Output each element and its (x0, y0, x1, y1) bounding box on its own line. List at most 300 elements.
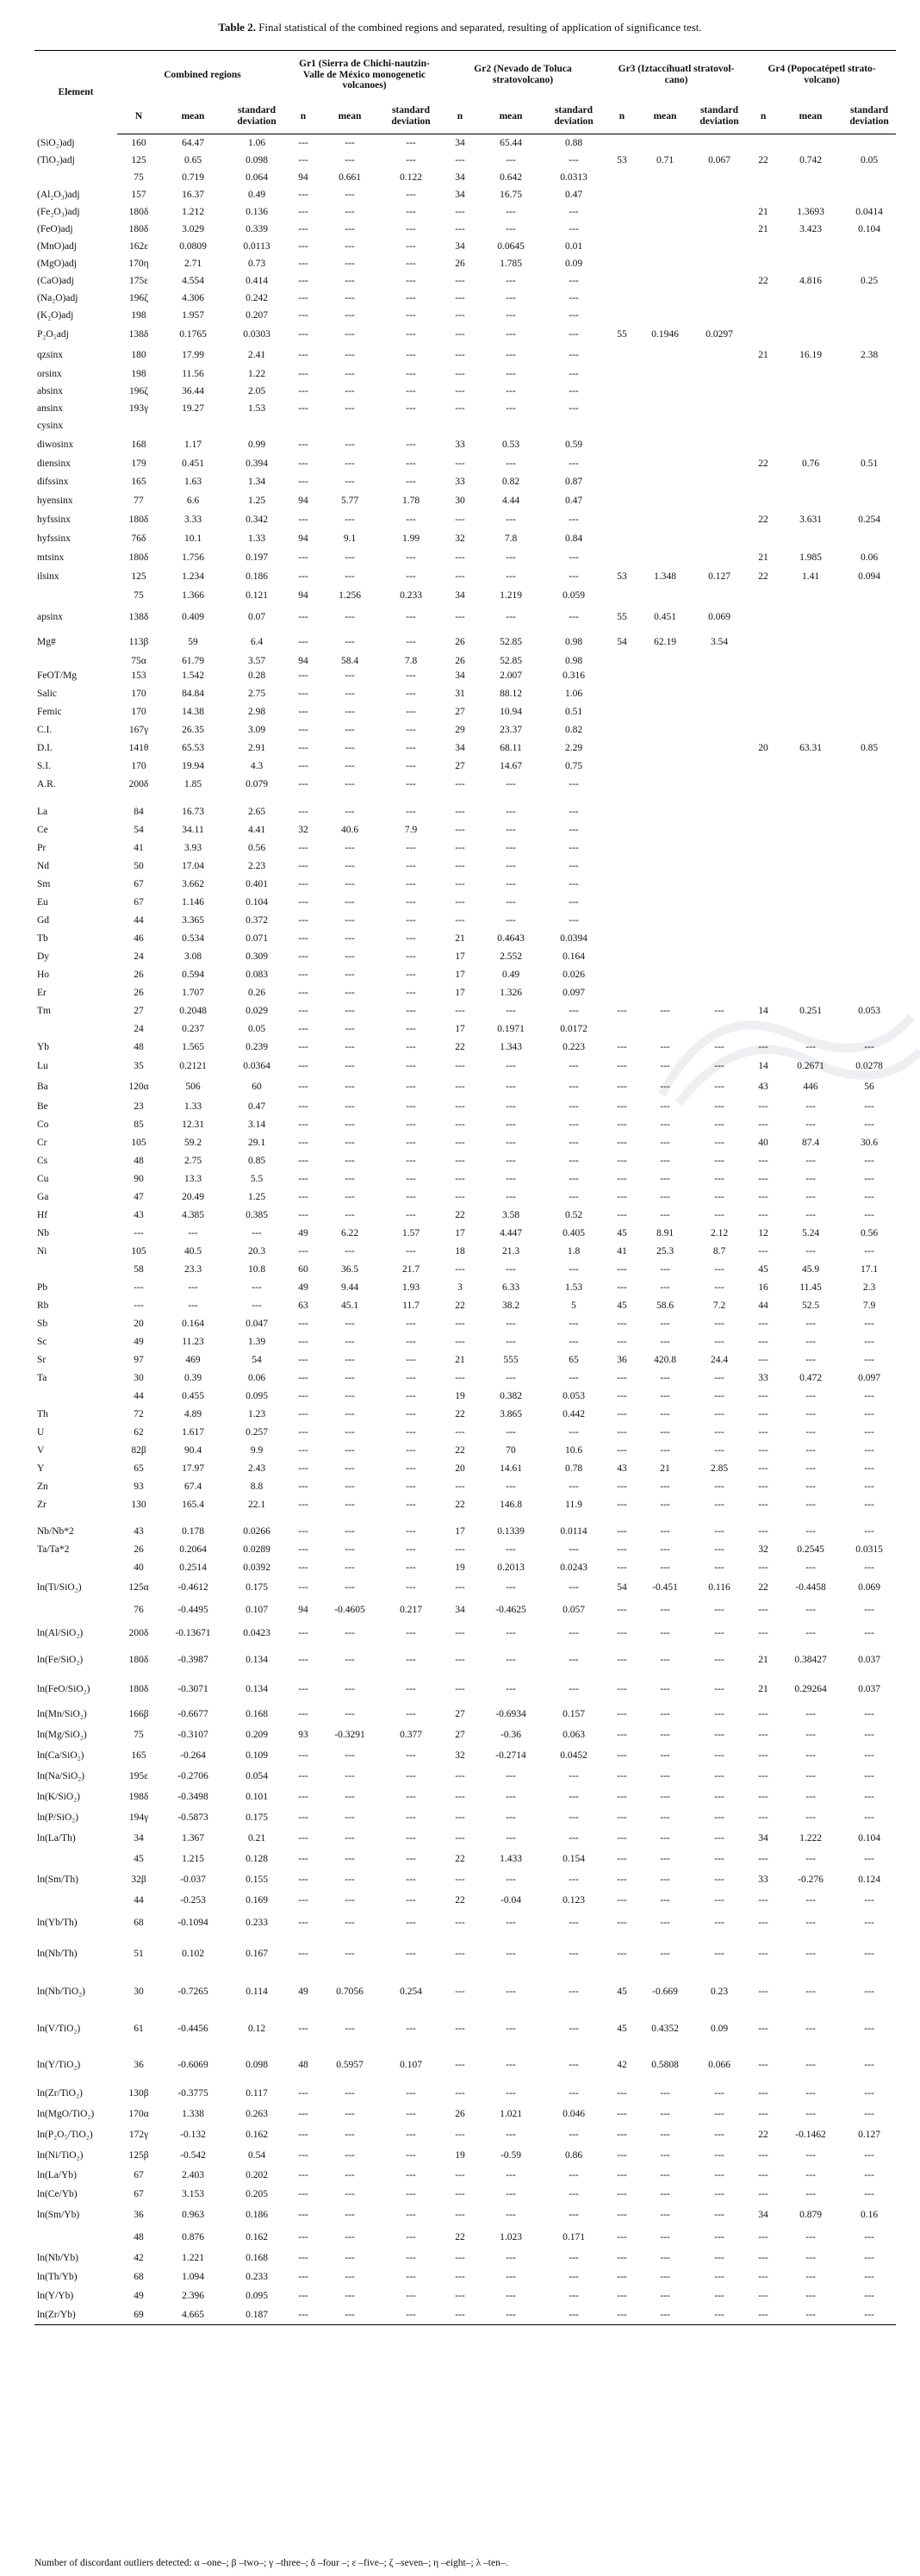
table-cell: --- (298, 878, 308, 889)
table-cell (288, 418, 319, 435)
table-cell (842, 366, 896, 384)
table-cell: 27 (455, 1730, 465, 1741)
table-cell: --- (864, 1119, 874, 1130)
table-cell: 20.49 (182, 1191, 204, 1202)
table-row (34, 1523, 896, 1541)
table-cell: 1.256 (339, 590, 361, 602)
table-cell (779, 308, 842, 325)
table-cell: 0.122 (400, 172, 422, 184)
table-cell: --- (345, 2210, 355, 2221)
table-cell: --- (506, 403, 516, 415)
table-cell: 1.326 (500, 987, 522, 998)
table-cell: --- (617, 1730, 627, 1741)
row-label: Mg# (37, 637, 56, 648)
table-cell: 0.083 (246, 969, 268, 980)
table-row (34, 366, 896, 384)
table-cell: --- (714, 1101, 724, 1112)
table-cell: -0.1462 (795, 2130, 826, 2141)
table-cell: 4.554 (182, 276, 204, 287)
table-cell: --- (569, 1005, 579, 1016)
table-row (34, 721, 896, 739)
table-cell: --- (617, 2189, 627, 2200)
table-cell: 16.75 (500, 190, 522, 201)
table-cell: --- (345, 458, 355, 470)
table-cell: 175ε (128, 276, 149, 287)
table-cell: 0.53 (501, 440, 520, 451)
table-cell: 1.785 (500, 259, 522, 270)
table-cell: --- (406, 241, 416, 253)
table-row (34, 2287, 896, 2306)
table-cell: --- (714, 2170, 724, 2181)
table-cell: 94 (298, 172, 308, 184)
table-cell: -0.4456 (177, 2024, 208, 2035)
table-cell: 3.423 (799, 224, 822, 235)
spacer-cell (34, 795, 896, 803)
table-cell: 75 (134, 1730, 144, 1741)
header-subcolumn: n (748, 99, 779, 134)
table-cell: 20 (455, 1463, 465, 1474)
table-cell (779, 948, 842, 966)
table-cell: --- (569, 1119, 579, 1130)
table-cell (691, 366, 748, 384)
table-cell: --- (406, 914, 416, 926)
table-cell: --- (617, 1562, 627, 1573)
table-cell: --- (617, 1191, 627, 1202)
table-cell: --- (298, 932, 308, 944)
table-cell: 22 (758, 1582, 768, 1594)
table-cell: 17.1 (860, 1263, 879, 1275)
table-cell: --- (406, 293, 416, 304)
table-cell: 0.472 (799, 1372, 822, 1383)
table-row (34, 912, 896, 930)
table-cell: --- (455, 1173, 465, 1184)
table-cell (779, 606, 842, 630)
table-cell: --- (569, 2024, 579, 2035)
table-row (34, 1675, 896, 1705)
table-cell: --- (805, 1119, 816, 1130)
table-cell (748, 366, 779, 384)
table-cell: --- (569, 1987, 579, 1998)
table-cell (691, 204, 748, 221)
table-cell: 62.19 (654, 637, 676, 648)
table-cell: --- (406, 1562, 416, 1573)
table-cell: 5.77 (340, 496, 359, 507)
table-cell: -0.7265 (177, 1987, 208, 1998)
table-cell (605, 170, 639, 187)
table-cell: 22 (758, 276, 768, 287)
table-cell: 0.47 (564, 190, 583, 201)
table-cell: --- (345, 1336, 355, 1347)
header-group: Combined regions (117, 51, 288, 100)
table-cell: 138δ (128, 329, 149, 340)
table-cell: -0.13671 (175, 1628, 211, 1639)
table-cell: --- (617, 1426, 627, 1438)
table-cell: --- (298, 2210, 308, 2221)
table-cell: 22 (455, 1444, 465, 1456)
table-cell: --- (298, 369, 308, 380)
table-row (34, 456, 896, 473)
table-cell: 0.719 (182, 172, 204, 184)
table-cell: 0.117 (246, 2088, 268, 2099)
table-cell: --- (506, 552, 516, 564)
table-cell (605, 912, 639, 930)
table-cell: --- (406, 2232, 416, 2243)
table-row (34, 2012, 896, 2048)
table-cell (748, 170, 779, 187)
table-cell (691, 685, 748, 703)
table-cell: 1.8 (567, 1245, 581, 1257)
row-label: Ce (37, 824, 48, 835)
table-cell: 22 (455, 1854, 465, 1865)
table-cell: --- (345, 932, 355, 944)
table-cell: --- (506, 860, 516, 871)
table-cell: 5.24 (801, 1227, 820, 1238)
table-cell: --- (406, 1833, 416, 1844)
header-subcolumn: standard deviation (691, 99, 748, 134)
row-label: Femic (37, 706, 62, 717)
table-cell: 49 (298, 1987, 308, 1998)
table-cell: 1.93 (401, 1282, 420, 1293)
table-cell: --- (345, 137, 355, 148)
table-cell: 0.059 (563, 590, 585, 602)
table-cell: --- (864, 1209, 874, 1220)
table-cell (748, 821, 779, 839)
table-cell: --- (406, 1101, 416, 1112)
row-label: ln(P/SiO₂) (37, 1812, 79, 1824)
table-row (34, 1297, 896, 1315)
table-cell: --- (617, 1282, 627, 1293)
table-cell: --- (455, 612, 465, 623)
table-cell: --- (298, 458, 308, 470)
table-row (34, 1116, 896, 1134)
table-cell: --- (569, 1582, 579, 1594)
table-cell: --- (714, 1562, 724, 1573)
table-cell (605, 821, 639, 839)
table-cell: --- (506, 1372, 516, 1383)
table-cell (605, 656, 639, 668)
table-cell: --- (758, 1173, 768, 1184)
table-cell (691, 273, 748, 290)
footnote: Number of discordant outliers detected: α –one–; β –two–; γ –three–; δ –four –; ε –five–; ζ –seven–; η –eight–; λ –ten–. (34, 2558, 508, 2568)
table-cell: --- (660, 1041, 670, 1052)
table-cell: 0.251 (799, 1005, 822, 1016)
table-row (34, 1098, 896, 1116)
table-caption (0, 21, 920, 34)
table-cell: 0.054 (246, 1771, 268, 1782)
table-row (34, 1315, 896, 1333)
table-cell: --- (406, 987, 416, 998)
table-cell: 18 (455, 1245, 465, 1257)
table-cell: 65 (134, 1463, 144, 1474)
table-cell (605, 858, 639, 876)
table-cell (605, 346, 639, 366)
table-cell: --- (617, 1408, 627, 1419)
table-cell: --- (569, 1173, 579, 1184)
table-cell: 0.409 (182, 612, 204, 623)
table-cell: 0.0289 (243, 1544, 270, 1555)
table-cell: --- (406, 571, 416, 583)
table-cell (691, 966, 748, 984)
row-label: diwosinx (37, 440, 74, 451)
table-cell: --- (298, 329, 308, 340)
row-label: Lu (37, 1061, 48, 1072)
table-cell: --- (455, 386, 465, 397)
table-cell: --- (134, 1282, 144, 1293)
row-label: Y (37, 1463, 45, 1474)
table-cell: 17 (455, 1023, 465, 1034)
table-cell: 193γ (128, 403, 149, 415)
table-cell: --- (864, 1709, 874, 1720)
table-cell: --- (455, 2210, 465, 2221)
table-cell: --- (455, 1684, 465, 1695)
table-cell: --- (617, 2088, 627, 2099)
table-cell: --- (298, 1833, 308, 1844)
table-cell: 17.99 (182, 350, 204, 361)
table-cell: 2.91 (247, 742, 266, 753)
table-cell: --- (617, 1709, 627, 1720)
row-label: ln(Zr/TiO₂) (37, 2088, 83, 2099)
table-row (34, 1646, 896, 1675)
table-cell: 0.0394 (560, 932, 587, 944)
table-cell: 14.38 (182, 706, 204, 717)
table-cell: --- (406, 969, 416, 980)
table-cell: 0.01 (564, 241, 583, 253)
table-row (34, 1829, 896, 1849)
table-cell: --- (406, 1137, 416, 1148)
table-cell (842, 187, 896, 204)
table-cell: 1.85 (183, 779, 202, 790)
row-label: Tm (37, 1005, 51, 1016)
table-cell: 21 (660, 1463, 670, 1474)
table-cell: 0.85 (247, 1155, 266, 1166)
table-cell: --- (345, 386, 355, 397)
table-cell (779, 1020, 842, 1039)
table-cell (639, 366, 691, 384)
table-cell: 0.094 (858, 571, 880, 583)
table-cell: --- (864, 1390, 874, 1401)
table-cell (639, 187, 691, 204)
table-cell: --- (617, 1874, 627, 1886)
table-cell: --- (406, 224, 416, 235)
table-row (34, 606, 896, 630)
table-cell (160, 418, 226, 435)
row-label: (MgO)adj (37, 259, 77, 270)
table-cell: --- (406, 706, 416, 717)
table-cell: --- (406, 1525, 416, 1537)
table-cell: --- (617, 1525, 627, 1537)
table-cell: 30 (134, 1372, 144, 1383)
table-cell: --- (805, 1812, 816, 1824)
row-label: ln(Y/TiO₂) (37, 2060, 81, 2071)
table-cell: --- (805, 1245, 816, 1257)
row-label: Ta (37, 1372, 47, 1383)
table-row (34, 2186, 896, 2205)
table-cell: --- (406, 1750, 416, 1762)
table-cell: 0.095 (246, 1390, 268, 1401)
table-cell: --- (298, 1709, 308, 1720)
table-cell: 0.064 (246, 172, 268, 184)
table-cell: --- (714, 1119, 724, 1130)
table-cell: --- (345, 1318, 355, 1329)
table-cell: --- (660, 1499, 670, 1510)
table-cell: --- (758, 1562, 768, 1573)
table-cell: --- (864, 1191, 874, 1202)
table-cell: 0.168 (246, 1709, 268, 1720)
table-row (34, 1261, 896, 1279)
table-cell (691, 290, 748, 308)
table-cell: --- (506, 1101, 516, 1112)
table-cell: 21 (758, 1655, 768, 1666)
table-cell: 36 (617, 1354, 627, 1365)
table-row (34, 930, 896, 948)
table-cell (779, 239, 842, 256)
table-cell: -0.2714 (495, 1750, 526, 1762)
table-row (34, 1333, 896, 1351)
table-cell: --- (298, 1209, 308, 1220)
table-cell: --- (714, 1874, 724, 1886)
table-cell: 60 (252, 1082, 262, 1093)
table-cell: --- (345, 2170, 355, 2181)
table-cell: 45.1 (340, 1300, 359, 1311)
table-cell: 9.44 (340, 1282, 359, 1293)
table-cell: --- (714, 1918, 724, 1929)
table-cell: --- (506, 878, 516, 889)
table-cell: --- (345, 1191, 355, 1202)
table-cell: --- (298, 1562, 308, 1573)
table-cell (691, 984, 748, 1002)
row-label: ln(Yb/Th) (37, 1918, 78, 1929)
table-cell: 12.31 (182, 1119, 204, 1130)
table-cell: --- (345, 1101, 355, 1112)
table-cell: 0.109 (246, 1750, 268, 1762)
table-cell: --- (660, 1191, 670, 1202)
table-cell (691, 384, 748, 401)
table-cell: --- (506, 2272, 516, 2283)
table-cell: --- (345, 1061, 355, 1072)
table-cell: 20 (134, 1318, 144, 1329)
table-cell: --- (569, 1655, 579, 1666)
table-cell: -0.6069 (177, 2060, 208, 2071)
table-cell (779, 418, 842, 435)
table-cell: --- (345, 1949, 355, 1960)
table-cell: --- (569, 2088, 579, 2099)
table-cell: 0.063 (563, 1730, 585, 1741)
table-cell (691, 930, 748, 948)
table-row (34, 2105, 896, 2125)
table-cell: --- (345, 477, 355, 488)
table-cell: --- (345, 671, 355, 682)
table-cell: --- (298, 2024, 308, 2035)
table-cell: 153 (131, 671, 146, 682)
table-cell: --- (345, 2088, 355, 2099)
table-cell: 17.97 (182, 1463, 204, 1474)
table-cell: 90.4 (183, 1444, 202, 1456)
table-cell: 0.339 (246, 224, 268, 235)
table-cell: 77 (134, 496, 144, 507)
table-cell: 0.071 (246, 932, 268, 944)
table-cell: 49 (298, 1227, 308, 1238)
table-cell: --- (345, 1544, 355, 1555)
table-cell: 3.93 (183, 842, 202, 853)
table-cell: --- (406, 2272, 416, 2283)
table-cell: --- (617, 2170, 627, 2181)
table-cell: 4.89 (183, 1408, 202, 1419)
table-cell: 0.101 (246, 1792, 268, 1803)
table-cell: --- (660, 1061, 670, 1072)
table-cell: --- (406, 1408, 416, 1419)
table-cell: --- (455, 1061, 465, 1072)
table-cell: 0.2048 (179, 1005, 207, 1016)
table-cell: 0.233 (246, 1918, 268, 1929)
table-cell: 0.372 (246, 914, 268, 926)
row-label: Nb (37, 1227, 50, 1238)
table-row (34, 473, 896, 492)
table-cell: 0.104 (246, 896, 268, 908)
table-cell: 7.9 (404, 824, 418, 835)
table-cell: --- (406, 1354, 416, 1365)
table-cell (691, 821, 748, 839)
table-cell: 7.8 (404, 656, 418, 667)
table-cell: --- (506, 276, 516, 287)
table-cell: --- (506, 1874, 516, 1886)
table-cell (748, 134, 779, 153)
row-label: ln(La/Th) (37, 1833, 76, 1844)
table-row (34, 134, 896, 153)
table-cell: 170α (128, 2109, 149, 2120)
row-label: Rb (37, 1300, 49, 1311)
table-cell: --- (660, 1481, 670, 1492)
row-label: Er (37, 987, 47, 998)
table-cell: --- (298, 1245, 308, 1257)
row-label: ln(K/SiO₂) (37, 1792, 81, 1803)
table-cell: 12 (758, 1227, 768, 1238)
table-cell: --- (406, 1155, 416, 1166)
table-cell (691, 473, 748, 492)
table-cell (842, 401, 896, 418)
table-cell: --- (569, 1336, 579, 1347)
table-cell: --- (864, 1173, 874, 1184)
table-cell (691, 492, 748, 511)
table-cell: --- (455, 329, 465, 340)
table-cell (842, 948, 896, 966)
table-cell: --- (864, 1750, 874, 1762)
table-cell: --- (660, 1101, 670, 1112)
table-cell: --- (864, 1336, 874, 1347)
table-cell: 0.239 (246, 1041, 268, 1052)
table-cell: --- (506, 1949, 516, 1960)
table-row (34, 776, 896, 795)
header-element: Element (34, 51, 117, 134)
table-cell (842, 134, 896, 153)
table-cell: --- (298, 350, 308, 361)
table-cell: --- (569, 293, 579, 304)
table-cell: --- (406, 369, 416, 380)
table-cell: 0.661 (339, 172, 361, 184)
table-cell (605, 290, 639, 308)
table-cell: --- (864, 2232, 874, 2243)
table-cell: 1.094 (182, 2272, 204, 2283)
table-cell: 125 (131, 571, 146, 583)
table-cell: -0.253 (180, 1895, 206, 1906)
table-cell: 16.73 (182, 806, 204, 817)
table-cell: 198 (131, 310, 146, 321)
header-subcolumn: mean (319, 99, 381, 134)
table-cell: --- (660, 1605, 670, 1616)
table-row (34, 1225, 896, 1243)
table-cell: 0.534 (182, 932, 204, 944)
table-cell: --- (569, 571, 579, 583)
row-label: ln(Sm/Yb) (37, 2210, 80, 2221)
